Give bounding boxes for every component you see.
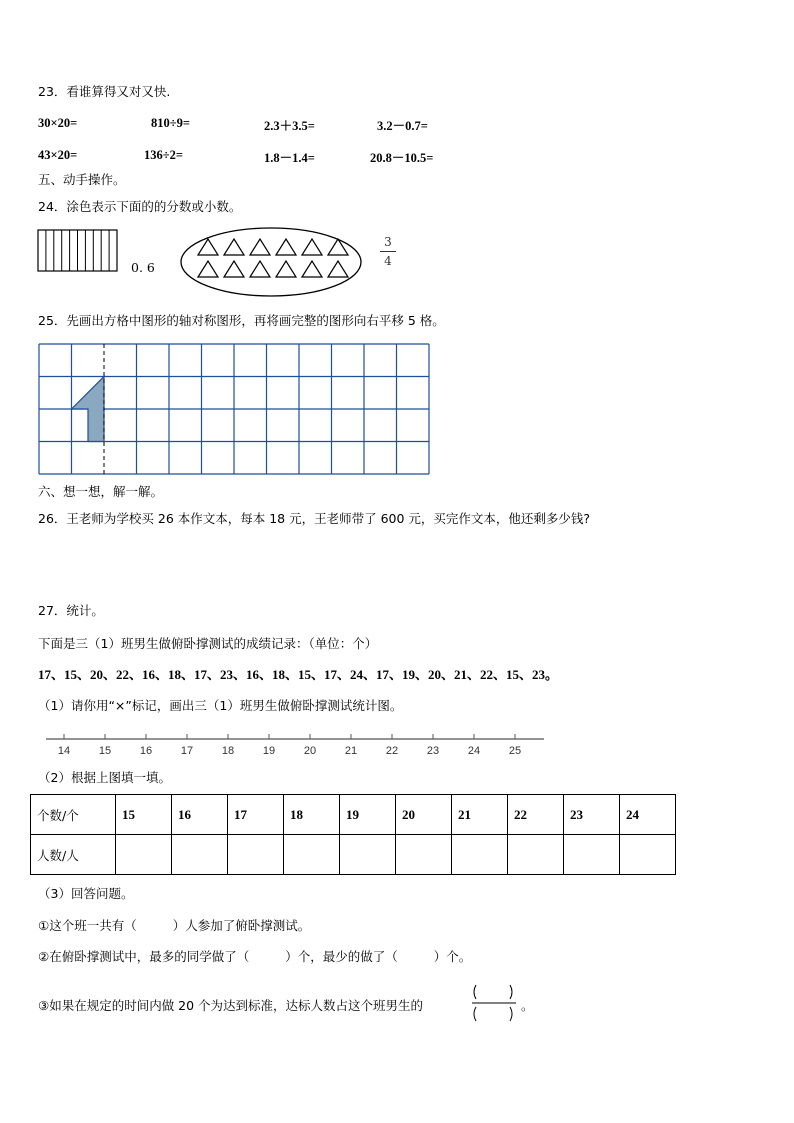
table-cell: 21 [452, 795, 508, 835]
calc-item: 30×20= [38, 116, 78, 130]
axis-tick-label: 16 [139, 745, 153, 757]
table-cell: 19 [340, 795, 396, 835]
grid-figure[interactable] [37, 342, 433, 476]
qa2 [38, 949, 471, 965]
calc-item: 1.8－1.4= [264, 151, 315, 165]
calc-item: 43×20= [38, 148, 78, 162]
axis-tick-label: 18 [221, 745, 235, 757]
q27-intro: 下面是三（1）班男生做俯卧撑测试的成绩记录：（单位：个） [38, 636, 378, 651]
table-answer-cell[interactable] [116, 835, 172, 875]
table-answer-cell[interactable] [228, 835, 284, 875]
qa1 [38, 918, 310, 934]
half-shape [72, 377, 105, 442]
q26-title: 26．王老师为学校买 26 本作文本，每本 18 元，王老师带了 600 元，买完作文本，他还剩多少钱? [38, 511, 591, 526]
qa1-text-b: ）人参加了俯卧撑测试。 [172, 918, 311, 933]
q27-part2: （2）根据上图填一填。 [38, 770, 171, 785]
q27-title: 27．统计。 [38, 603, 104, 618]
decimal-label: 0. 6 [131, 260, 155, 275]
triangle-ellipse-figure [178, 224, 364, 300]
table-answer-cell[interactable] [396, 835, 452, 875]
axis-tick-label: 17 [180, 745, 194, 757]
calc-item: 810÷9= [151, 116, 190, 130]
axis-tick-label: 19 [262, 745, 276, 757]
calc-item: 20.8－10.5= [370, 151, 434, 165]
table-answer-cell[interactable] [284, 835, 340, 875]
table-cell: 23 [564, 795, 620, 835]
qa2-text-c: ）个。 [433, 949, 472, 964]
axis-tick-label: 24 [467, 745, 481, 757]
table-answer-cell[interactable] [452, 835, 508, 875]
calc-item: 136÷2= [144, 148, 183, 162]
q27-part1: （1）请你用“×”标记，画出三（1）班男生做俯卧撑测试统计图。 [38, 698, 403, 713]
table-answer-cell[interactable] [564, 835, 620, 875]
number-line[interactable] [46, 730, 546, 760]
qa3-text: ③如果在规定的时间内做 20 个为达到标准，达标人数占这个班男生的 [38, 998, 424, 1013]
table-cell: 22 [508, 795, 564, 835]
qa2-text-a: ②在俯卧撑测试中，最多的同学做了（ [38, 949, 250, 964]
table-cell: 20 [396, 795, 452, 835]
table-cell: 24 [620, 795, 676, 835]
count-table [30, 794, 676, 875]
calc-item: 3.2－0.7= [377, 119, 428, 133]
table-cell: 18 [284, 795, 340, 835]
calc-item: 2.3＋3.5= [264, 119, 315, 133]
table-header-label: 个数/个 [31, 795, 116, 835]
axis-tick-label: 22 [385, 745, 399, 757]
table-row [31, 835, 676, 875]
table-row-label: 人数/人 [31, 835, 116, 875]
qa2-text-b: ）个，最少的做了（ [285, 949, 398, 964]
table-answer-cell[interactable] [340, 835, 396, 875]
fraction-three-quarters [380, 235, 396, 268]
fraction-denominator: 4 [384, 254, 392, 268]
table-answer-cell[interactable] [508, 835, 564, 875]
qa3 [38, 998, 423, 1014]
q27-data-line: 17、15、20、22、16、18、17、23、16、18、15、17、24、17、19、20、21、22、15、23。 [38, 667, 558, 682]
table-cell: 16 [172, 795, 228, 835]
fraction-blank[interactable] [470, 982, 518, 1026]
table-cell: 17 [228, 795, 284, 835]
axis-tick-label: 23 [426, 745, 440, 757]
q23-title: 23．看谁算得又对又快. [38, 84, 171, 99]
table-answer-cell[interactable] [620, 835, 676, 875]
table-row [31, 795, 676, 835]
qa1-text-a: ①这个班一共有（ [38, 918, 137, 933]
decimal-bar-figure [36, 228, 120, 274]
q24-title: 24．涂色表示下面的的分数或小数。 [38, 199, 242, 214]
axis-tick-label: 25 [508, 745, 522, 757]
fraction-numerator: 3 [384, 235, 392, 249]
axis-tick-label: 21 [344, 745, 358, 757]
axis-tick-label: 14 [57, 745, 71, 757]
table-answer-cell[interactable] [172, 835, 228, 875]
q27-part3: （3）回答问题。 [38, 886, 134, 901]
table-cell: 15 [116, 795, 172, 835]
axis-tick-label: 20 [303, 745, 317, 757]
qa3-end: 。 [521, 998, 534, 1013]
section-6-heading: 六、想一想，解一解。 [38, 484, 164, 499]
section-5-heading: 五、动手操作。 [38, 172, 126, 187]
axis-tick-label: 15 [98, 745, 112, 757]
q25-title: 25．先画出方格中图形的轴对称图形，再将画完整的图形向右平移 5 格。 [38, 313, 445, 328]
